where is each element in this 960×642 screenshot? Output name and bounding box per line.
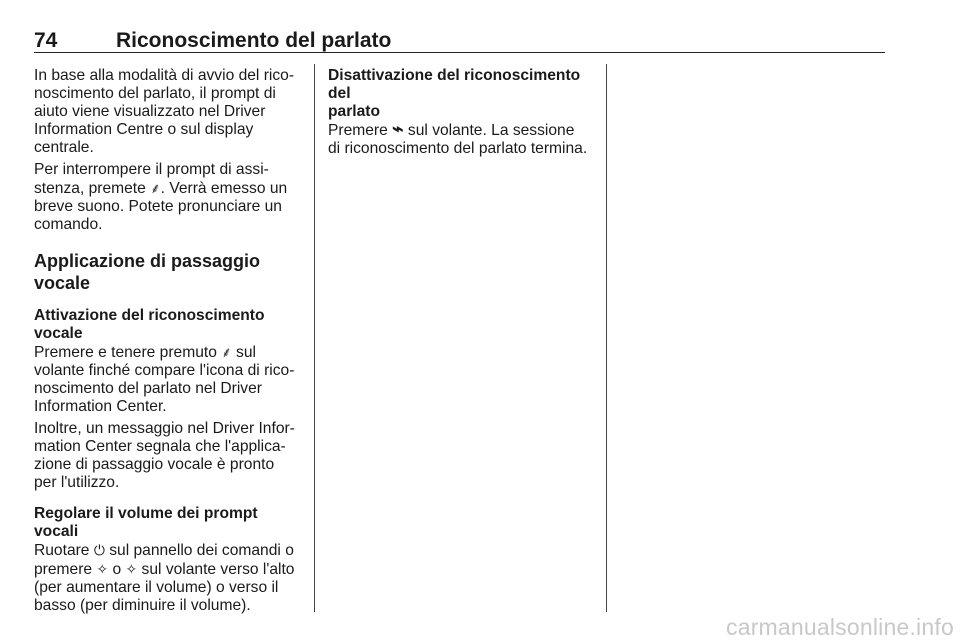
activation-paragraph: Premere e tenere premuto ⸙ sul volante finché compare l'icona di rico- noscimento del parlato nel Driver Information Center. xyxy=(34,344,295,415)
page-number: 74 xyxy=(34,29,58,52)
volume-key-icon: ✧ xyxy=(125,561,138,577)
volume-heading: Regolare il volume dei prompt vocali xyxy=(34,505,258,540)
volume-key-icon: ✧ xyxy=(96,561,109,577)
hang-up-icon: ⌁ xyxy=(392,119,404,140)
volume-paragraph: Ruotare ⏻ sul pannello dei comandi o premere ✧ o ✧ sul volante verso l'alto (per aumentare il volume) o verso il basso (per diminuire il volume). xyxy=(34,542,295,614)
header-rule xyxy=(34,52,885,53)
section-heading: Applicazione di passaggio vocale xyxy=(34,251,261,293)
power-knob-icon: ⏻ xyxy=(93,542,105,558)
deactivation-paragraph: Premere ⌁ sul volante. La sessione di riconoscimento del parlato termina. xyxy=(328,119,588,157)
page-header xyxy=(34,30,885,52)
column-divider xyxy=(606,64,607,612)
middle-column xyxy=(328,67,600,162)
deactivation-heading: Disattivazione del riconoscimento del parlato xyxy=(328,67,581,120)
watermark: carmanualsonline.info xyxy=(726,614,954,640)
voice-button-icon: ⸙ xyxy=(150,180,161,196)
left-column xyxy=(34,67,306,619)
furthermore-paragraph: Inoltre, un messaggio nel Driver Infor- mation Center segnala che l'applica- zione di passaggio vocale è pronto per l'utilizzo. xyxy=(34,420,295,491)
interrupt-paragraph: Per interrompere il prompt di assi- stenza, premete ⸙. Verrà emesso un breve suono. Potete pronunciare un comando. xyxy=(34,161,288,233)
page-title: Riconoscimento del parlato xyxy=(116,29,392,52)
activation-heading: Attivazione del riconoscimento vocale xyxy=(34,307,265,342)
intro-paragraph: In base alla modalità di avvio del rico- noscimento del parlato, il prompt di aiuto viene visualizzato nel Driver Information Centre o sul display centrale. xyxy=(34,67,295,156)
voice-button-icon: ⸙ xyxy=(221,344,232,360)
column-divider xyxy=(314,64,315,612)
